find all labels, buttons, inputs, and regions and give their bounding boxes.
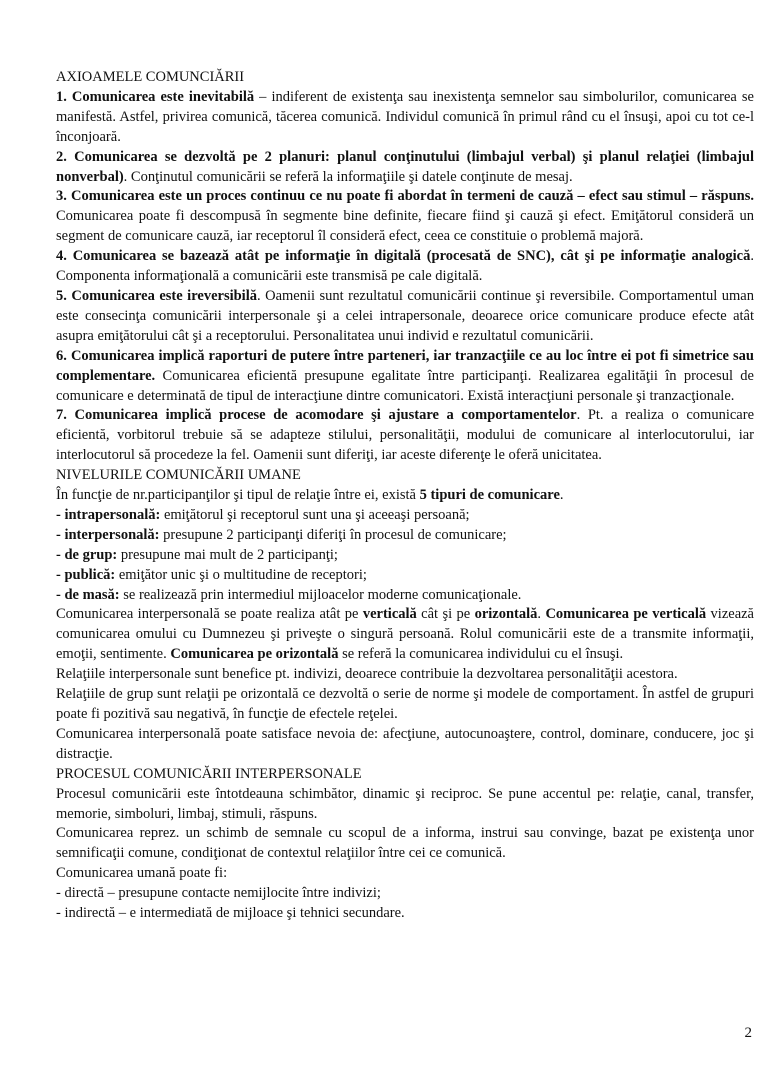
text-run: NIVELURILE COMUNICĂRII UMANE — [56, 467, 301, 484]
text-run: Comunicarea umană poate fi: — [56, 865, 228, 882]
paragraph — [56, 824, 754, 864]
text-run: . Conţinutul comunicării se referă la informaţiile şi datele conţinute de mesaj. — [123, 168, 573, 185]
paragraph — [56, 665, 754, 685]
text-run: PROCESUL COMUNICĂRII INTERPERSONALE — [56, 765, 362, 782]
paragraph — [56, 247, 754, 287]
text-run: Procesul comunicării este întotdeauna schimbător, dinamic şi reciproc. Se pune accentul pe: relaţie, canal, transfer, memorie, simboluri, limbaj, stimuli, răspuns. — [56, 785, 754, 822]
bold-text: 7. Comunicarea implică procese de acomodare şi ajustare a comportamentelor — [56, 407, 577, 424]
bold-text: - de grup: — [56, 546, 118, 563]
text-run: presupune 2 participanţi diferiţi în procesul de comunicare; — [159, 526, 507, 543]
text-run: emiţătorul şi receptorul sunt una şi aceeaşi persoană; — [160, 506, 470, 523]
paragraph — [56, 406, 754, 466]
document-page — [56, 68, 754, 924]
bold-text: 2. Comunicarea se dezvoltă pe 2 planuri: planul conţinutului (limbajul verbal) şi planul relaţiei (limbajul nonverbal) — [56, 148, 754, 185]
text-run: Comunicarea interpersonală poate satisface nevoia de: afecţiune, autocunoaştere, control, dominare, conducere, joc şi distracţie. — [56, 725, 754, 762]
text-run: Relaţiile de grup sunt relaţii pe orizontală ce dezvoltă o serie de norme şi modele de comportament. În astfel de grupuri poate fi pozitivă sau negativă, în funcţie de efectele reţelei. — [56, 686, 754, 722]
paragraph — [56, 566, 754, 586]
text-run: Relaţiile interpersonale sunt benefice pt. indivizi, deoarece contribuie la dezvoltarea personalităţii acestora. — [56, 666, 678, 683]
bold-text: orizontală — [474, 606, 538, 623]
text-run: În funcţie de nr.participanţilor şi tipul de relaţie între ei, există — [56, 487, 420, 504]
paragraph — [56, 546, 754, 566]
paragraph — [56, 148, 754, 188]
paragraph — [56, 725, 754, 765]
paragraph — [56, 88, 754, 148]
text-run: se referă la comunicarea individului cu el însuşi. — [338, 646, 624, 663]
text-run: cât şi pe — [416, 606, 475, 623]
page-number: 2 — [744, 1025, 752, 1041]
bold-text: 4. Comunicarea se bazează atât pe informaţie în digitală (procesată de SNC), cât şi pe informaţie analogică — [56, 248, 751, 265]
section-heading — [56, 68, 754, 88]
bold-text: - publică: — [56, 566, 116, 583]
paragraph — [56, 785, 754, 825]
paragraph — [56, 347, 754, 407]
section-heading — [56, 765, 754, 785]
text-run: - indirectă – e intermediată de mijloace şi tehnici secundare. — [56, 905, 405, 922]
bold-text: - intrapersonală: — [56, 506, 161, 523]
bold-text: - de masă: — [56, 586, 120, 603]
bold-text: 6. Comunicarea implică raporturi de putere între parteneri, iar tranzacţiile ce au loc între ei pot fi simetrice sau complementare. — [56, 347, 754, 384]
section-heading — [56, 466, 754, 486]
paragraph — [56, 187, 754, 247]
paragraph — [56, 486, 754, 506]
text-run: . — [559, 487, 564, 504]
bold-text: - interpersonală: — [56, 526, 160, 543]
bold-text: 3. Comunicarea este un proces continuu ce nu poate fi abordat în termeni de cauză – efect sau stimul – răspuns. — [56, 188, 754, 205]
bold-text: 1. Comunicarea este inevitabilă — [56, 88, 255, 105]
text-run: Comunicarea poate fi descompusă în segmente bine definite, fiecare fiind şi cauză şi efect. Emiţătorul consideră un segment de comunicare cauză, iar receptorul îl consideră efect, ceea ce constituie o problemă majoră. — [56, 208, 754, 245]
text-run: presupune mai mult de 2 participanţi; — [117, 546, 338, 563]
paragraph — [56, 287, 754, 347]
paragraph — [56, 586, 754, 606]
bold-text: verticală — [362, 606, 417, 623]
text-run: vizează comunicarea omului cu Dumnezeu şi priveşte o singură persoană. Rolul comunicării este de a transmite informaţii, emoţii, sentimente. — [56, 606, 754, 663]
bold-text: 5 tipuri de comunicare — [419, 487, 560, 504]
text-run: se realizează prin intermediul mijloacelor moderne comunicaţionale. — [119, 586, 522, 603]
text-run: Comunicarea reprez. un schimb de semnale cu scopul de a informa, instrui sau convinge, bazat pe existenţa unor semnificaţii comune, condiţionat de contextul relaţiilor între cei ce comunică. — [56, 825, 754, 862]
bold-text: Comunicarea pe orizontală — [170, 646, 339, 663]
paragraph — [56, 526, 754, 546]
paragraph — [56, 605, 754, 665]
paragraph — [56, 884, 754, 904]
paragraph — [56, 506, 754, 526]
paragraph — [56, 864, 754, 884]
text-run: Comunicarea eficientă presupune egalitate între participanţi. Realizarea egalităţii în procesul de comunicare e determinată de tipul de interacţiune dintre comunicatori. Există interacţiuni personale şi tranzacţionale. — [56, 367, 754, 404]
text-run: . — [537, 606, 546, 623]
text-run: . Pt. a realiza o comunicare eficientă, vorbitorul trebuie să se adapteze stilului, personalităţii, modului de comunicare al interlocutorului, iar interlocutorul să procedeze la fel. Oamenii sunt diferiţi, iar aceste diferenţe le oferă unicitatea. — [56, 407, 754, 464]
text-run: emiţător unic şi o multitudine de receptori; — [115, 566, 367, 583]
bold-text: 5. Comunicarea este ireversibilă — [56, 287, 257, 304]
text-run: Comunicarea interpersonală se poate realiza atât pe — [56, 606, 363, 623]
bold-text: Comunicarea pe verticală — [545, 606, 707, 623]
paragraph — [56, 904, 754, 924]
text-run: AXIOAMELE COMUNCIĂRII — [56, 69, 245, 85]
text-run: . Componenta informaţională a comunicării este transmisă pe cale digitală. — [56, 248, 754, 285]
text-run: . Oamenii sunt rezultatul comunicării continue şi reversibile. Comportamentul uman este consecinţa comunicării interpersonale şi a celei intrapersonale, deoarece orice comunicare produce efecte atât asupra emiţătorului cât şi a receptorului. Personalitatea unui individ e rezultatul comunicării. — [56, 287, 754, 344]
text-run: - directă – presupune contacte nemijlocite între indivizi; — [56, 885, 381, 902]
text-run: – indiferent de existenţa sau inexistenţa semnelor sau simbolurilor, comunicarea se manifestă. Astfel, privirea comunică, tăcerea comunică. Individul comunică în primul rând cu el însuşi, apoi cu tot ce-l înconjoară. — [56, 88, 754, 145]
paragraph — [56, 685, 754, 725]
